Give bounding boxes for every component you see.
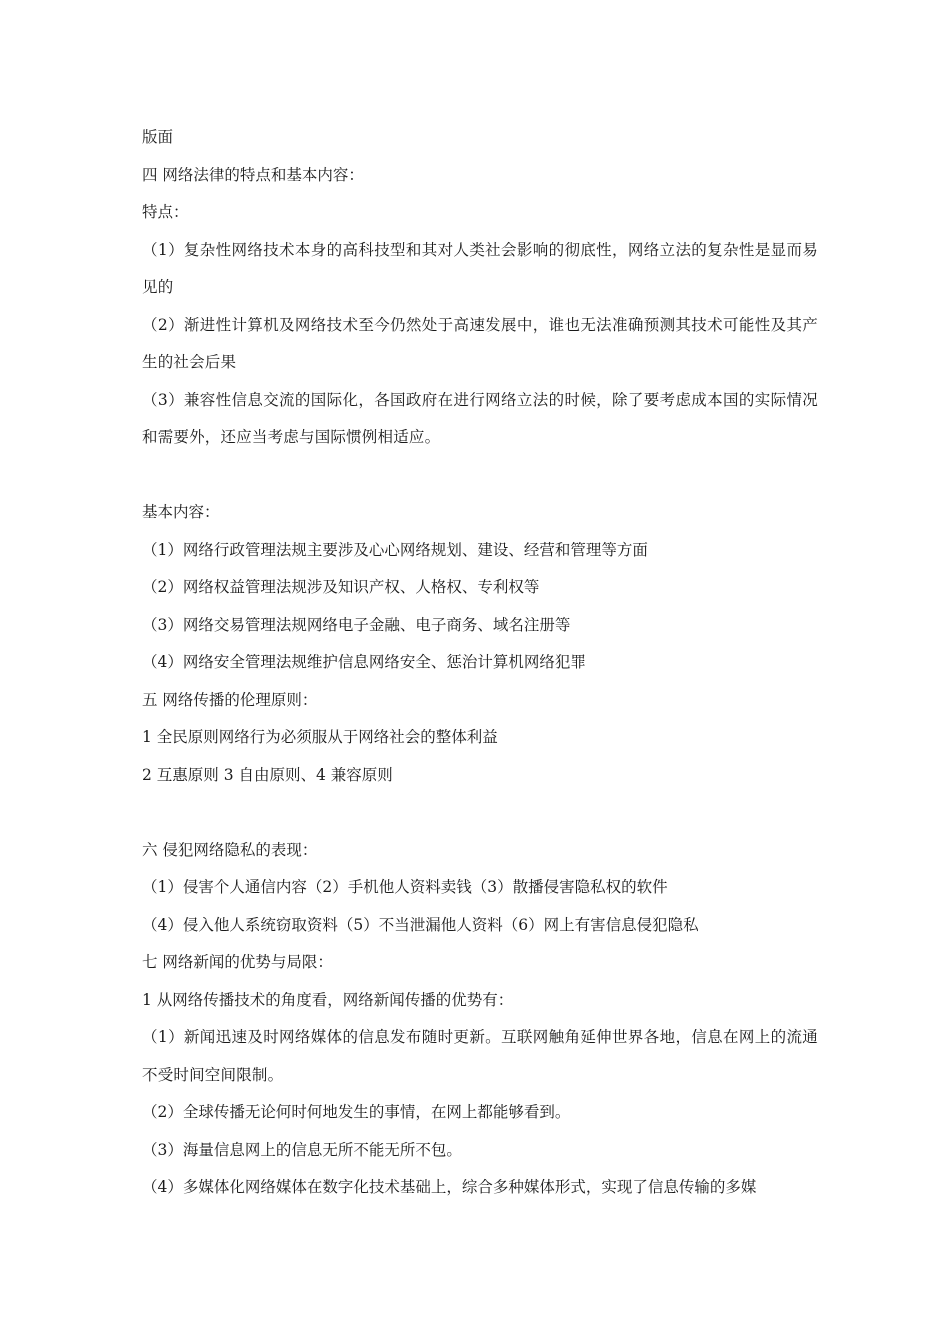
heading-banmian: 版面 — [142, 128, 174, 146]
advantage-3: （3）海量信息网上的信息无所不能无所不包。 — [142, 1140, 462, 1159]
blank-line — [142, 794, 818, 832]
features-label: 特点： — [142, 203, 189, 221]
advantage-1: （1）新闻迅速及时网络媒体的信息发布随时更新。互联网触角延伸世界各地，信息在网上的流通不受时间空间限制。 — [142, 1028, 818, 1084]
section-7-heading: 七 网络新闻的优势与局限： — [142, 953, 333, 971]
principle-2-4: 2 互惠原则 3 自由原则、4 兼容原则 — [142, 765, 393, 784]
privacy-1-3: （1）侵害个人通信内容（2）手机他人资料卖钱（3）散播侵害隐私权的软件 — [142, 878, 668, 896]
privacy-4-6: （4）侵入他人系统窃取资料（5）不当泄漏他人资料（6）网上有害信息侵犯隐私 — [142, 915, 699, 934]
section-5-heading: 五 网络传播的伦理原则： — [142, 690, 318, 709]
basic-content-label: 基本内容： — [142, 503, 220, 521]
content-3: （3）网络交易管理法规网络电子金融、电子商务、域名注册等 — [142, 615, 571, 634]
content-4: （4）网络安全管理法规维护信息网络安全、惩治计算机网络犯罪 — [142, 653, 586, 671]
advantages-intro: 1 从网络传播技术的角度看，网络新闻传播的优势有： — [142, 990, 514, 1009]
principle-1: 1 全民原则网络行为必须服从于网络社会的整体利益 — [142, 728, 498, 746]
section-4-heading: 四 网络法律的特点和基本内容： — [142, 165, 364, 184]
content-1: （1）网络行政管理法规主要涉及心心网络规划、建设、经营和管理等方面 — [142, 540, 648, 559]
advantage-2: （2）全球传播无论何时何地发生的事情，在网上都能够看到。 — [142, 1103, 571, 1121]
feature-3: （3）兼容性信息交流的国际化，各国政府在进行网络立法的时候，除了要考虑成本国的实际情况和需要外，还应当考虑与国际惯例相适应。 — [142, 390, 818, 446]
section-6-heading: 六 侵犯网络隐私的表现： — [142, 840, 318, 859]
document-body — [142, 119, 818, 1207]
content-2: （2）网络权益管理法规涉及知识产权、人格权、专利权等 — [142, 578, 540, 596]
feature-2: （2）渐进性计算机及网络技术至今仍然处于高速发展中，谁也无法准确预测其技术可能性及其产生的社会后果 — [142, 315, 818, 371]
feature-1: （1）复杂性网络技术本身的高科技型和其对人类社会影响的彻底性，网络立法的复杂性是显而易见的 — [142, 240, 818, 296]
advantage-4: （4）多媒体化网络媒体在数字化技术基础上，综合多种媒体形式，实现了信息传输的多媒 — [142, 1178, 757, 1196]
blank-line — [142, 457, 818, 495]
